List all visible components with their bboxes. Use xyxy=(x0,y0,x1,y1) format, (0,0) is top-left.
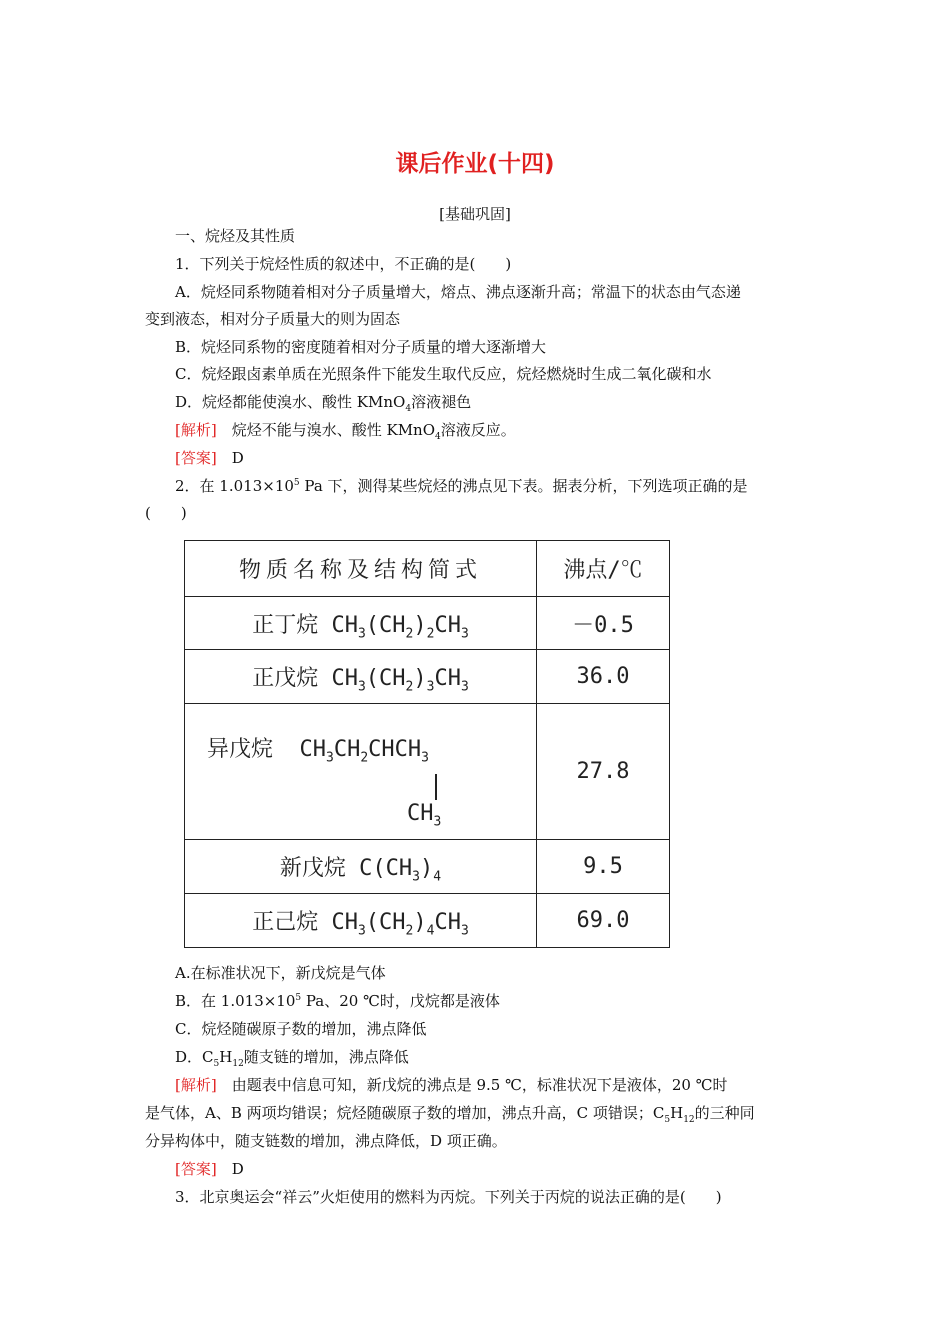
table-header-row xyxy=(185,541,670,597)
compound-cell: 新戊烷 $C(CH_3)_4$ xyxy=(185,840,537,894)
q2-analysis-line1: [解析] 由题表中信息可知，新戊烷的沸点是 9.5 ℃，标准状况下是液体，20 ℃时 xyxy=(175,1076,728,1094)
answer-tag: [答案] xyxy=(175,1160,217,1178)
analysis-tag: [解析] xyxy=(175,1076,217,1094)
header-name: 物质名称及结构简式 xyxy=(185,541,537,597)
branch-bond xyxy=(435,774,437,800)
header-boiling-point: 沸点/℃ xyxy=(537,541,670,597)
table-row xyxy=(185,894,670,948)
q2-stem: 2．在 $1.013\times 10^5$ Pa 下，测得某些烷烃的沸点见下表。据表分析，下列选项正确的是 xyxy=(175,477,748,495)
boiling-point-cell: 69.0 xyxy=(537,894,670,948)
boiling-point-cell: 27.8 xyxy=(537,704,670,840)
table-row xyxy=(185,840,670,894)
section-heading: [基础巩固] xyxy=(439,205,511,223)
q2-option-a: A.在标准状况下，新戊烷是气体 xyxy=(175,964,386,982)
q1-option-a-line1: A．烷烃同系物随着相对分子质量增大，熔点、沸点逐渐升高；常温下的状态由气态递 xyxy=(175,283,741,301)
q2-analysis-line3: 分异构体中，随支链数的增加，沸点降低，D 项正确。 xyxy=(145,1132,507,1150)
q2-stem-line2: ( ) xyxy=(145,504,187,522)
boiling-point-cell: 9.5 xyxy=(537,840,670,894)
q1-option-a-line2: 变到液态，相对分子质量大的则为固态 xyxy=(145,310,401,328)
q2-answer: [答案] D xyxy=(175,1160,244,1178)
compound-cell xyxy=(185,704,537,840)
q2-analysis-line2: 是气体，A、B 两项均错误；烷烃随碳原子数的增加，沸点升高，C 项错误；$C_5H_{12}$的三种同 xyxy=(145,1104,755,1125)
boiling-point-cell: 36.0 xyxy=(537,650,670,704)
analysis-tag: [解析] xyxy=(175,421,217,439)
table-row xyxy=(185,597,670,650)
q1-stem: 1．下列关于烷烃性质的叙述中，不正确的是( ) xyxy=(175,255,512,273)
q1-option-c: C．烷烃跟卤素单质在光照条件下能发生取代反应，烷烃燃烧时生成二氧化碳和水 xyxy=(175,365,712,383)
table-row xyxy=(185,650,670,704)
table-row xyxy=(185,704,670,840)
compound-cell: 正戊烷 $CH_3(CH_2)_3CH_3$ xyxy=(185,650,537,704)
q1-analysis: [解析] 烷烃不能与溴水、酸性 KMnO$_4$溶液反应。 xyxy=(175,421,516,442)
subsection-heading: 一、烷烃及其性质 xyxy=(175,227,296,245)
q2-option-b: B．在 $1.013\times 10^5$ Pa、20 ℃时，戊烷都是液体 xyxy=(175,992,500,1010)
boiling-point-cell: －0.5 xyxy=(537,597,670,650)
compound-cell: 正己烷 $CH_3(CH_2)_4CH_3$ xyxy=(185,894,537,948)
boiling-point-table xyxy=(184,540,670,948)
isopentane-structure: 异戊烷 $CH_3CH_2CHCH_3$ $CH_3$ xyxy=(207,737,442,830)
q3-stem: 3．北京奥运会“祥云”火炬使用的燃料为丙烷。下列关于丙烷的说法正确的是( ) xyxy=(175,1188,722,1206)
q1-answer: [答案] D xyxy=(175,449,244,467)
page-title: 课后作业(十四) xyxy=(395,151,555,177)
compound-cell: 正丁烷 $CH_3(CH_2)_2CH_3$ xyxy=(185,597,537,650)
q2-option-d: D．$C_5H_{12}$随支链的增加，沸点降低 xyxy=(175,1048,409,1069)
q1-option-d: D．烷烃都能使溴水、酸性 KMnO$_4$溶液褪色 xyxy=(175,393,472,414)
q2-option-c: C．烷烃随碳原子数的增加，沸点降低 xyxy=(175,1020,427,1038)
answer-tag: [答案] xyxy=(175,449,217,467)
q1-option-b: B．烷烃同系物的密度随着相对分子质量的增大逐渐增大 xyxy=(175,338,547,356)
